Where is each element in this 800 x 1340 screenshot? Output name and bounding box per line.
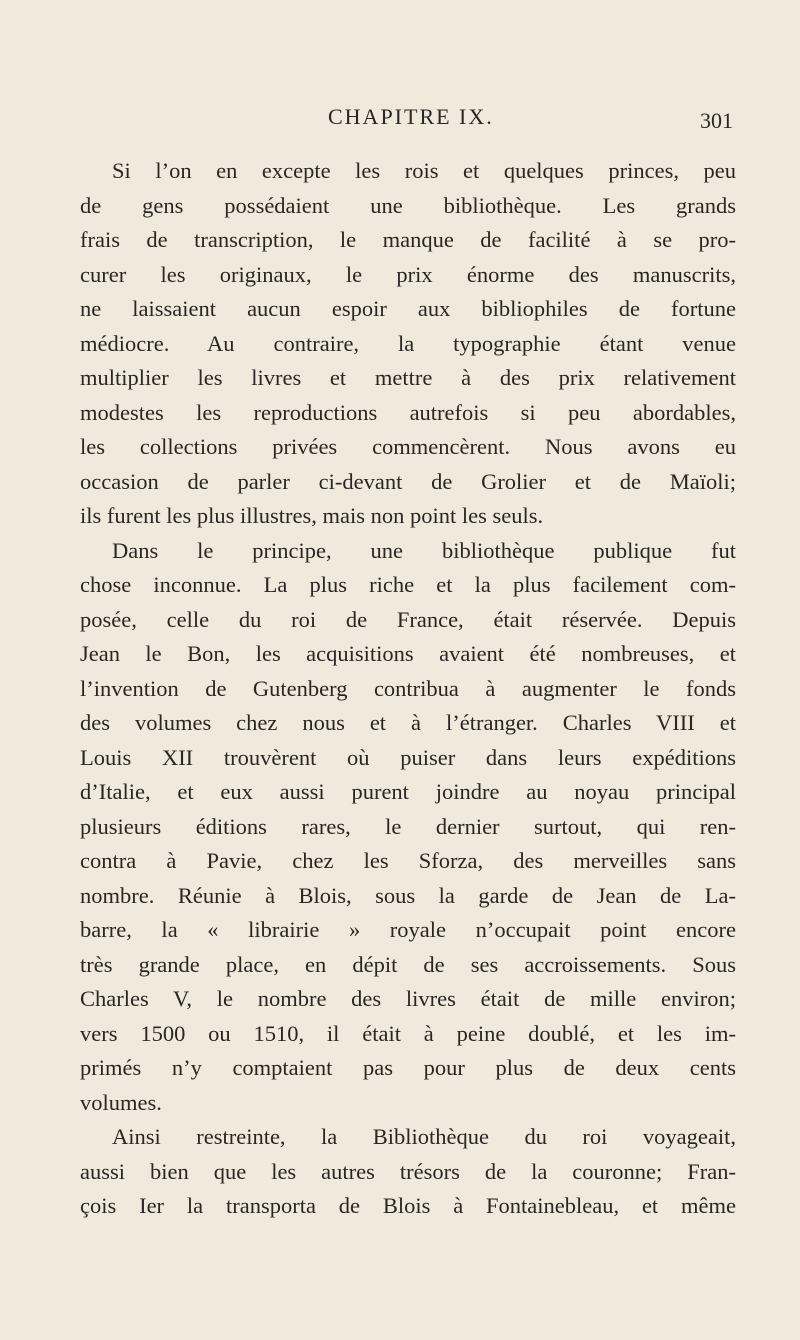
page-header — [0, 100, 800, 140]
text-line: Ainsi restreinte, la Bibliothèque du roi voyageait, — [112, 1124, 736, 1149]
text-line: frais de transcription, le manque de facilité à se pro- — [80, 227, 736, 252]
text-line: çois Ier la transporta de Blois à Fontainebleau, et même — [80, 1193, 736, 1218]
text-line: Dans le principe, une bibliothèque publique fut — [112, 537, 736, 563]
text-line: Si l’on en excepte les rois et quelques princes, peu — [112, 158, 736, 183]
text-line: ne laissaient aucun espoir aux bibliophiles de fortune — [80, 296, 736, 321]
text-line: l’invention de Gutenberg contribua à augmenter le fonds — [80, 675, 736, 701]
text-line: nombre. Réunie à Blois, sous la garde de Jean de La- — [80, 882, 736, 908]
text-line: très grande place, en dépit de ses accroissements. Sous — [80, 951, 736, 977]
text-line: aussi bien que les autres trésors de la couronne; Fran- — [80, 1158, 736, 1184]
body-text — [80, 154, 736, 1224]
text-line: primés n’y comptaient pas pour plus de deux cents — [80, 1055, 736, 1080]
text-line: volumes. — [80, 1089, 162, 1115]
text-line: des volumes chez nous et à l’étranger. Charles VIII et — [80, 710, 736, 735]
text-line: occasion de parler ci-devant de Grolier et de Maïoli; — [80, 468, 736, 494]
text-line: d’Italie, et eux aussi purent joindre au noyau principal — [80, 779, 736, 804]
text-line: chose inconnue. La plus riche et la plus facilement com- — [80, 572, 736, 597]
text-line: Charles V, le nombre des livres était de mille environ; — [80, 986, 736, 1011]
text-line: modestes les reproductions autrefois si peu abordables, — [80, 399, 736, 425]
text-line: Jean le Bon, les acquisitions avaient été nombreuses, et — [80, 641, 736, 666]
page-number: 301 — [700, 108, 733, 133]
text-line: barre, la « librairie » royale n’occupait point encore — [80, 917, 736, 942]
text-line: multiplier les livres et mettre à des prix relativement — [80, 365, 736, 390]
text-line: curer les originaux, le prix énorme des manuscrits, — [80, 261, 736, 287]
text-line: Louis XII trouvèrent où puiser dans leurs expéditions — [80, 744, 736, 770]
text-line: vers 1500 ou 1510, il était à peine doublé, et les im- — [80, 1020, 736, 1046]
text-line: ils furent les plus illustres, mais non point les seuls. — [80, 503, 544, 528]
text-line: les collections privées commencèrent. Nous avons eu — [80, 434, 736, 459]
text-line: médiocre. Au contraire, la typographie étant venue — [80, 330, 736, 356]
text-line: posée, celle du roi de France, était réservée. Depuis — [80, 606, 736, 632]
text-line: contra à Pavie, chez les Sforza, des merveilles sans — [80, 848, 736, 873]
text-line: plusieurs éditions rares, le dernier surtout, qui ren- — [80, 813, 736, 839]
text-line: de gens possédaient une bibliothèque. Les grands — [80, 192, 736, 218]
running-head: CHAPITRE IX. — [328, 104, 494, 129]
